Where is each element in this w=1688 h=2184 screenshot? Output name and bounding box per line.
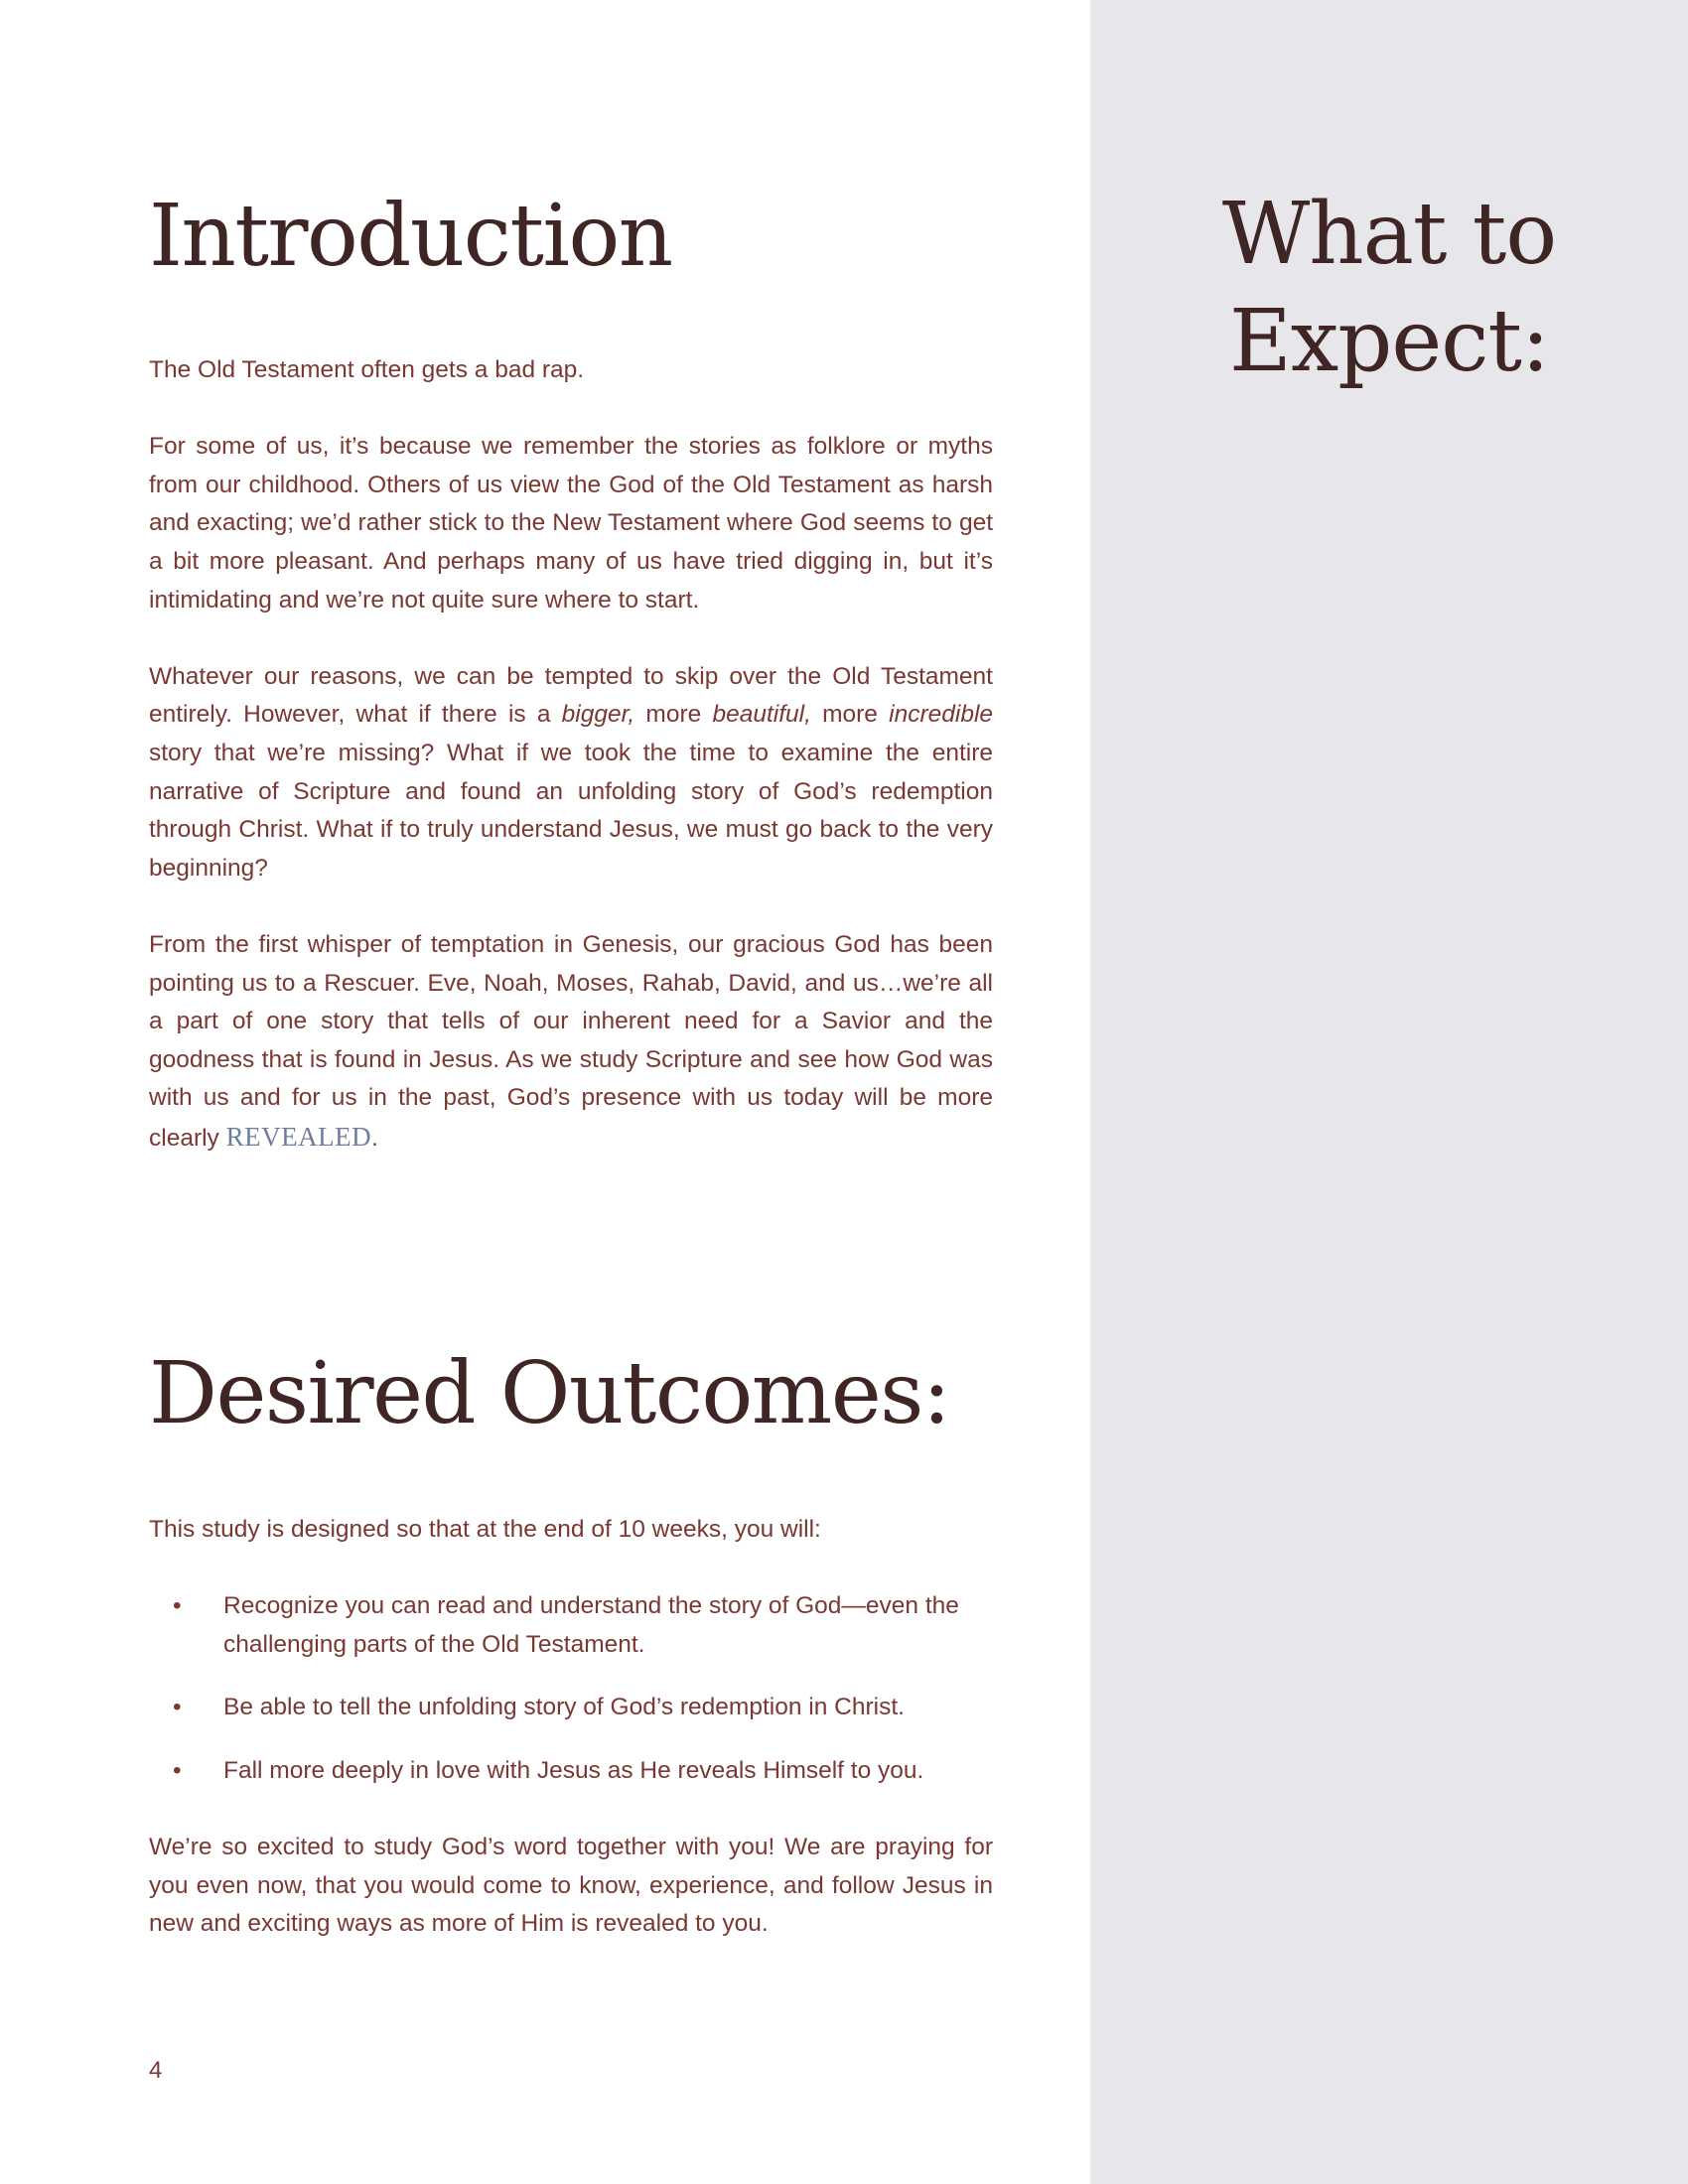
p3-text-g: story that we’re missing? What if we took the time to examine the entire narrative of Scripture and found an unfolding story of God’s redemption through Christ. What if to truly understand Jesus, we must go back to the very beginning?	[149, 739, 993, 882]
p3-emphasis-incredible: incredible	[889, 701, 994, 729]
p3-text-c: more	[634, 701, 713, 729]
desired-outcomes-body	[149, 1511, 993, 1982]
p3-emphasis-bigger: bigger,	[561, 701, 635, 729]
introduction-heading: Introduction	[149, 187, 672, 286]
list-item	[149, 1752, 993, 1791]
list-item-text: Recognize you can read and understand the story of God—even the challenging parts of the Old Testament.	[223, 1592, 959, 1658]
list-item-text: Fall more deeply in love with Jesus as He reveals Himself to you.	[223, 1756, 924, 1784]
p3-text-a: Whatever our reasons, we can be tempted to skip over the Old Testament entirely. However, what if there is a	[149, 662, 993, 729]
revealed-highlight: REVEALED	[225, 1121, 372, 1152]
p3-emphasis-beautiful: beautiful,	[712, 701, 811, 729]
page-number: 4	[149, 2057, 163, 2084]
bullet-icon: •	[173, 1756, 182, 1784]
desired-outcomes-heading: Desired Outcomes:	[149, 1344, 950, 1443]
p4-text: From the first whisper of temptation in Genesis, our gracious God has been pointing us to a Rescuer. Eve, Noah, Moses, Rahab, David, and us…we’re all a part of one story that tells of our inherent need for a Savior and the goodness that is found in Jesus. As we study Scripture and see how God was with us and for us in the past, God’s presence with us today will be more clearly	[149, 930, 993, 1152]
sidebar-panel	[1090, 0, 1688, 2184]
outcomes-lead: This study is designed so that at the end of 10 weeks, you will:	[149, 1516, 821, 1543]
bullet-icon: •	[173, 1694, 182, 1721]
sidebar-title	[1090, 181, 1688, 395]
p3-text-e: more	[810, 701, 890, 729]
list-item	[149, 1689, 993, 1727]
p4-end: .	[371, 1124, 378, 1152]
sidebar-title-line-1: What to	[1221, 185, 1557, 284]
list-item-text: Be able to tell the unfolding story of God’s redemption in Christ.	[223, 1694, 905, 1721]
outcomes-closing: We’re so excited to study God’s word together with you! We are praying for you even now, that you would come to know, experience, and follow Jesus in new and exciting ways as more of Him is revealed to you.	[149, 1834, 993, 1938]
outcomes-list	[149, 1587, 993, 1790]
intro-paragraph-4	[149, 926, 993, 1159]
intro-paragraph-3	[149, 658, 993, 888]
intro-paragraph-1: The Old Testament often gets a bad rap.	[149, 356, 585, 383]
intro-paragraph-2: For some of us, it’s because we remember the stories as folklore or myths from our childhood. Others of us view the God of the Old Testament as harsh and exacting; we’d rather stick to the New Testament where God seems to get a bit more pleasant. And perhaps many of us have tried digging in, but it’s intimidating and we’re not quite sure where to start.	[149, 433, 993, 614]
introduction-body	[149, 351, 993, 1196]
list-item	[149, 1587, 993, 1664]
bullet-icon: •	[173, 1592, 182, 1620]
sidebar-title-line-2: Expect:	[1229, 292, 1549, 391]
